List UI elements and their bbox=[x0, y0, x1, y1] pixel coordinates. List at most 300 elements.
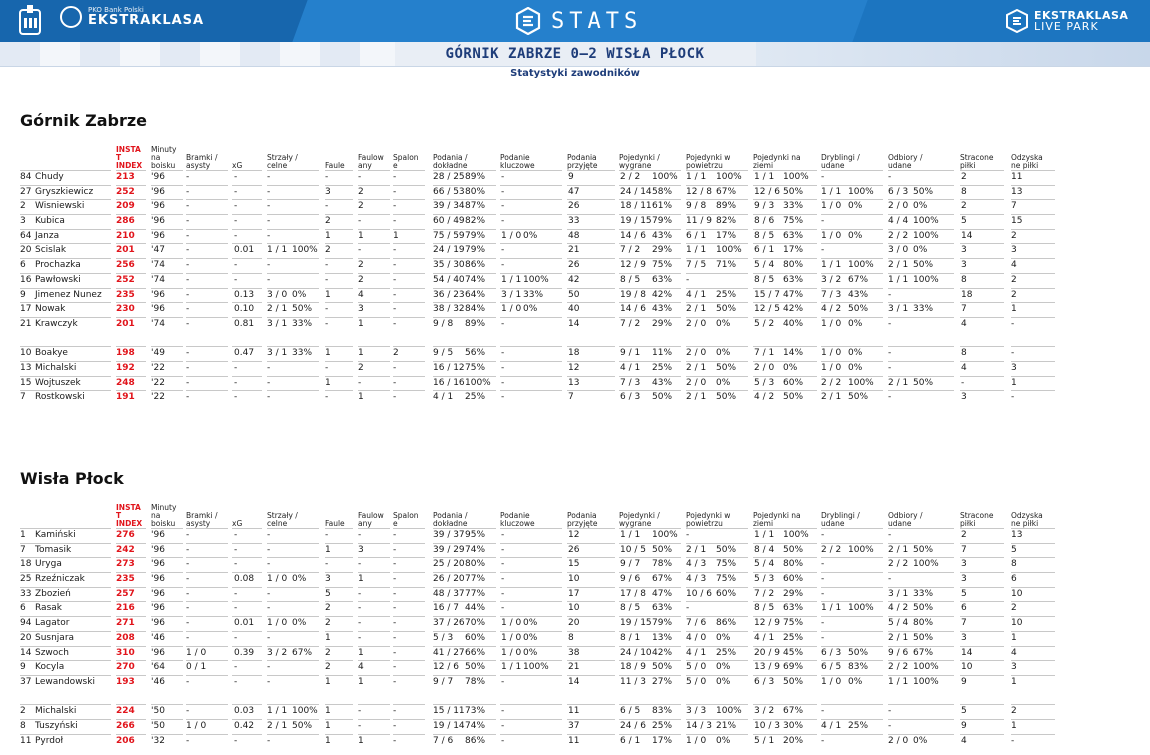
instat-index: 286 bbox=[116, 216, 135, 227]
stat-recv: 14 bbox=[568, 676, 580, 687]
column-header: Faule bbox=[325, 519, 345, 528]
column-header: Odbiory / udane bbox=[888, 511, 923, 528]
stat-fouls: 1 bbox=[325, 706, 331, 717]
stat-fouled: 1 bbox=[358, 230, 364, 241]
pko-bank-logo-icon bbox=[18, 4, 42, 36]
stat-fouls: 1 bbox=[325, 676, 331, 687]
player-name: Tomasik bbox=[35, 544, 72, 555]
stat-pass_pct: 79% bbox=[465, 230, 486, 241]
stat-fouled: - bbox=[358, 603, 362, 614]
stat-rec: 15 bbox=[1011, 216, 1023, 227]
stat-shots: - bbox=[267, 186, 271, 197]
stat-lost: 18 bbox=[961, 289, 973, 300]
stat-xg: - bbox=[234, 603, 238, 614]
player-name: Pyrdoł bbox=[35, 735, 64, 746]
stat-fouls: 1 bbox=[325, 544, 331, 555]
stat-air_pct: 100% bbox=[716, 706, 742, 717]
stat-rec: 4 bbox=[1011, 647, 1017, 658]
stat-key_pct: 100% bbox=[523, 662, 549, 673]
player-row bbox=[20, 170, 1060, 185]
stat-ground: 5 / 2 bbox=[754, 318, 775, 329]
stat-air_pct: 100% bbox=[716, 245, 742, 256]
stat-rec: 2 bbox=[1011, 274, 1017, 285]
stat-drib_pct: 0% bbox=[848, 230, 863, 241]
stat-tack: - bbox=[888, 720, 892, 731]
stat-lost: 4 bbox=[961, 735, 967, 746]
stat-ground: 7 / 1 bbox=[754, 348, 775, 359]
stat-drib_pct: 50% bbox=[848, 647, 869, 658]
player-number: 14 bbox=[20, 647, 32, 658]
stat-ground: 8 / 6 bbox=[754, 216, 775, 227]
stat-rec: 13 bbox=[1011, 530, 1023, 540]
stat-tack: - bbox=[888, 362, 892, 373]
stat-ground_pct: 45% bbox=[783, 647, 804, 658]
stat-drib: - bbox=[821, 618, 825, 629]
stat-tack_pct: 50% bbox=[913, 632, 934, 643]
stat-xg: - bbox=[234, 186, 238, 197]
stat-duel: 17 / 8 bbox=[620, 588, 646, 599]
stat-air_pct: 25% bbox=[716, 289, 737, 300]
player-row bbox=[20, 616, 1060, 631]
stat-fouls: - bbox=[325, 392, 329, 403]
stat-tack: - bbox=[888, 348, 892, 359]
stat-drib_pct: 67% bbox=[848, 274, 869, 285]
stat-pass_pct: 44% bbox=[465, 603, 486, 614]
stat-shots: - bbox=[267, 362, 271, 373]
stat-lost: 3 bbox=[961, 392, 967, 403]
stat-fouls: - bbox=[325, 274, 329, 285]
stat-off: - bbox=[393, 588, 397, 599]
stat-pass: 28 / 25 bbox=[433, 172, 465, 182]
stat-drib_pct: 0% bbox=[848, 348, 863, 359]
player-number: 37 bbox=[20, 676, 32, 687]
stat-air_pct: 50% bbox=[716, 392, 737, 403]
stat-min: '96 bbox=[151, 530, 165, 540]
stat-off: - bbox=[393, 559, 397, 570]
stat-xg: 0.81 bbox=[234, 318, 255, 329]
stat-air_pct: 0% bbox=[716, 632, 731, 643]
stat-pass_pct: 50% bbox=[465, 662, 486, 673]
stat-air: - bbox=[686, 530, 690, 540]
stat-shots: - bbox=[267, 172, 271, 182]
stat-ga: - bbox=[186, 201, 190, 212]
stat-fouls: 2 bbox=[325, 662, 331, 673]
stat-pass_pct: 74% bbox=[465, 274, 486, 285]
match-title: GÓRNIK ZABRZE 0–2 WISŁA PŁOCK bbox=[445, 46, 705, 62]
stat-drib: 7 / 3 bbox=[821, 289, 842, 300]
stat-air: 2 / 0 bbox=[686, 377, 707, 388]
stat-lost: 8 bbox=[961, 186, 967, 197]
player-number: 18 bbox=[20, 559, 32, 570]
stat-tack: - bbox=[888, 392, 892, 403]
stat-lost: 9 bbox=[961, 720, 967, 731]
stat-tack_pct: 100% bbox=[913, 662, 939, 673]
stat-ground: 10 / 3 bbox=[754, 720, 780, 731]
stat-fouled: 2 bbox=[358, 362, 364, 373]
stat-recv: 38 bbox=[568, 647, 580, 658]
stat-pass_pct: 70% bbox=[465, 618, 486, 629]
stat-ground_pct: 30% bbox=[783, 720, 804, 731]
stat-duel_pct: 61% bbox=[652, 201, 673, 212]
stat-key: - bbox=[501, 676, 505, 687]
stat-air: 5 / 0 bbox=[686, 676, 707, 687]
player-number: 9 bbox=[20, 289, 26, 300]
stat-fouled: - bbox=[358, 720, 362, 731]
stat-lost: 10 bbox=[961, 662, 973, 673]
stat-shots: - bbox=[267, 201, 271, 212]
player-name: Janza bbox=[35, 230, 60, 241]
stat-pass_pct: 60% bbox=[465, 632, 486, 643]
instat-index: 208 bbox=[116, 632, 135, 643]
stat-min: '96 bbox=[151, 647, 165, 658]
stat-lost: 5 bbox=[961, 216, 967, 227]
stat-recv: 20 bbox=[568, 618, 580, 629]
stat-shots_pct: 0% bbox=[292, 574, 307, 585]
stat-drib: 1 / 0 bbox=[821, 230, 842, 241]
column-header: Spalon e bbox=[393, 511, 419, 528]
stat-shots: - bbox=[267, 392, 271, 403]
player-row bbox=[20, 631, 1060, 646]
stat-recv: 11 bbox=[568, 735, 580, 746]
stat-pass: 9 / 8 bbox=[433, 318, 454, 329]
stat-off: - bbox=[393, 618, 397, 629]
stat-key_pct: 0% bbox=[523, 618, 538, 629]
stat-duel: 9 / 1 bbox=[620, 348, 641, 359]
league-label: EKSTRAKLASA bbox=[88, 13, 205, 28]
stat-tack: 2 / 1 bbox=[888, 632, 909, 643]
stat-pass: 48 / 37 bbox=[433, 588, 465, 599]
stat-shots_pct: 100% bbox=[292, 706, 318, 717]
stat-pass: 9 / 5 bbox=[433, 348, 454, 359]
stat-drib_pct: 100% bbox=[848, 603, 874, 614]
stat-ground_pct: 63% bbox=[783, 230, 804, 241]
stat-air: 2 / 0 bbox=[686, 348, 707, 359]
stat-duel: 12 / 9 bbox=[620, 260, 646, 271]
stat-duel_pct: 83% bbox=[652, 706, 673, 717]
column-header: Dryblingi / udane bbox=[821, 511, 860, 528]
stat-tack_pct: 50% bbox=[913, 186, 934, 197]
player-row bbox=[20, 361, 1060, 376]
stat-air_pct: 50% bbox=[716, 304, 737, 315]
stat-off: - bbox=[393, 362, 397, 373]
stat-min: '22 bbox=[151, 377, 165, 388]
stat-lost: 14 bbox=[961, 230, 973, 241]
stat-drib: 1 / 1 bbox=[821, 603, 842, 614]
stat-off: - bbox=[393, 574, 397, 585]
stat-duel: 19 / 15 bbox=[620, 216, 652, 227]
stat-air: - bbox=[686, 274, 690, 285]
stat-fouled: 2 bbox=[358, 201, 364, 212]
stat-recv: 9 bbox=[568, 172, 574, 182]
stat-ground_pct: 33% bbox=[783, 201, 804, 212]
stat-tack_pct: 50% bbox=[913, 544, 934, 555]
stat-duel: 19 / 15 bbox=[620, 618, 652, 629]
stat-pass_pct: 77% bbox=[465, 588, 486, 599]
column-header: Podanie kluczowe bbox=[500, 153, 535, 170]
stat-tack_pct: 33% bbox=[913, 304, 934, 315]
stat-rec: 1 bbox=[1011, 720, 1017, 731]
stat-duel_pct: 79% bbox=[652, 216, 673, 227]
player-row bbox=[20, 572, 1060, 587]
stat-fouls: 5 bbox=[325, 588, 331, 599]
stat-ground: 12 / 9 bbox=[754, 618, 780, 629]
stat-air_pct: 17% bbox=[716, 230, 737, 241]
stat-air_pct: 50% bbox=[716, 544, 737, 555]
instat-index: 235 bbox=[116, 289, 135, 300]
stat-off: - bbox=[393, 260, 397, 271]
stat-drib_pct: 83% bbox=[848, 662, 869, 673]
stat-pass_pct: 73% bbox=[465, 706, 486, 717]
stat-recv: 12 bbox=[568, 530, 580, 540]
stat-ground_pct: 69% bbox=[783, 662, 804, 673]
stat-drib: 2 / 1 bbox=[821, 392, 842, 403]
stat-ground_pct: 14% bbox=[783, 348, 804, 359]
player-name: Wisniewski bbox=[35, 201, 85, 212]
stat-fouled: - bbox=[358, 530, 362, 540]
stat-ga: - bbox=[186, 588, 190, 599]
stat-ground: 6 / 3 bbox=[754, 676, 775, 687]
stat-drib: - bbox=[821, 588, 825, 599]
stat-rec: 3 bbox=[1011, 362, 1017, 373]
stat-pass_pct: 87% bbox=[465, 201, 486, 212]
player-name: Uryga bbox=[35, 559, 62, 570]
player-row bbox=[20, 390, 1060, 405]
stat-key: - bbox=[501, 260, 505, 271]
stat-ga: - bbox=[186, 392, 190, 403]
column-header: Faulow any bbox=[358, 511, 384, 528]
stat-duel_pct: 43% bbox=[652, 230, 673, 241]
stat-fouls: 2 bbox=[325, 245, 331, 256]
column-header: Pojedynki w powietrzu bbox=[686, 153, 731, 170]
stat-min: '74 bbox=[151, 318, 165, 329]
stat-lost: 2 bbox=[961, 201, 967, 212]
stat-key_pct: 0% bbox=[523, 647, 538, 658]
stat-drib: - bbox=[821, 574, 825, 585]
stat-pass: 16 / 12 bbox=[433, 362, 465, 373]
stat-key: - bbox=[501, 216, 505, 227]
stat-air: 3 / 3 bbox=[686, 706, 707, 717]
stat-air_pct: 50% bbox=[716, 362, 737, 373]
stat-recv: 21 bbox=[568, 662, 580, 673]
stat-fouled: 1 bbox=[358, 318, 364, 329]
instat-index: 209 bbox=[116, 201, 135, 212]
stat-min: '96 bbox=[151, 201, 165, 212]
stat-shots_pct: 100% bbox=[292, 245, 318, 256]
stat-tack: 1 / 1 bbox=[888, 274, 909, 285]
stat-tack_pct: 50% bbox=[913, 260, 934, 271]
stat-pass_pct: 77% bbox=[465, 574, 486, 585]
column-header: Strzały / celne bbox=[267, 153, 298, 170]
stat-recv: 26 bbox=[568, 544, 580, 555]
player-number: 3 bbox=[20, 216, 26, 227]
stat-ga: - bbox=[186, 735, 190, 746]
top-banner bbox=[0, 0, 1150, 42]
stat-off: - bbox=[393, 201, 397, 212]
stat-tack: 2 / 2 bbox=[888, 662, 909, 673]
stat-recv: 26 bbox=[568, 260, 580, 271]
stat-off: - bbox=[393, 676, 397, 687]
stat-pass: 7 / 6 bbox=[433, 735, 454, 746]
stat-ga: - bbox=[186, 260, 190, 271]
stat-ground: 5 / 3 bbox=[754, 574, 775, 585]
stat-shots: - bbox=[267, 530, 271, 540]
stat-lost: 8 bbox=[961, 274, 967, 285]
stat-off: - bbox=[393, 647, 397, 658]
stat-ground: 3 / 2 bbox=[754, 706, 775, 717]
stat-fouls: 1 bbox=[325, 230, 331, 241]
stat-ga: - bbox=[186, 245, 190, 256]
column-header: Podania przyjęte bbox=[567, 511, 598, 528]
stat-tack: 4 / 2 bbox=[888, 603, 909, 614]
player-name: Prochazka bbox=[35, 260, 81, 271]
stat-duel: 7 / 2 bbox=[620, 318, 641, 329]
stat-tack_pct: 50% bbox=[913, 603, 934, 614]
instat-index: 210 bbox=[116, 230, 135, 241]
player-number: 16 bbox=[20, 274, 32, 285]
stat-pass: 60 / 49 bbox=[433, 216, 465, 227]
stat-tack_pct: 100% bbox=[913, 230, 939, 241]
stat-shots: - bbox=[267, 216, 271, 227]
stat-drib: 1 / 1 bbox=[821, 186, 842, 197]
stat-duel_pct: 58% bbox=[652, 186, 673, 197]
player-name: Kubica bbox=[35, 216, 65, 227]
stat-ga: - bbox=[186, 377, 190, 388]
stat-recv: 17 bbox=[568, 588, 580, 599]
stat-drib_pct: 25% bbox=[848, 720, 869, 731]
stat-pass: 16 / 7 bbox=[433, 603, 459, 614]
column-header: Odzyska ne piłki bbox=[1011, 153, 1043, 170]
stat-drib: 3 / 2 bbox=[821, 274, 842, 285]
stat-fouled: - bbox=[358, 216, 362, 227]
stat-min: '96 bbox=[151, 574, 165, 585]
stat-shots: - bbox=[267, 230, 271, 241]
stat-tack: 2 / 1 bbox=[888, 544, 909, 555]
stat-shots_pct: 33% bbox=[292, 318, 313, 329]
stat-drib_pct: 43% bbox=[848, 289, 869, 300]
stat-lost: 7 bbox=[961, 304, 967, 315]
stat-xg: - bbox=[234, 172, 238, 182]
player-number: 84 bbox=[20, 172, 32, 182]
stat-ga: - bbox=[186, 574, 190, 585]
stat-ga: - bbox=[186, 274, 190, 285]
stat-rec: 1 bbox=[1011, 632, 1017, 643]
stat-pass: 39 / 34 bbox=[433, 201, 465, 212]
stat-off: - bbox=[393, 289, 397, 300]
stat-key: - bbox=[501, 574, 505, 585]
stat-tack_pct: 50% bbox=[913, 377, 934, 388]
stat-key: - bbox=[501, 318, 505, 329]
player-row bbox=[20, 660, 1060, 675]
instat-index: 256 bbox=[116, 260, 135, 271]
stat-tack_pct: 100% bbox=[913, 559, 939, 570]
stat-shots: - bbox=[267, 588, 271, 599]
player-name: Zbozień bbox=[35, 588, 71, 599]
stat-pass_pct: 66% bbox=[465, 647, 486, 658]
player-row bbox=[20, 288, 1060, 303]
player-number: 27 bbox=[20, 186, 32, 197]
player-number: 6 bbox=[20, 260, 26, 271]
instat-index: 235 bbox=[116, 574, 135, 585]
stat-off: - bbox=[393, 603, 397, 614]
stat-shots: - bbox=[267, 559, 271, 570]
stat-air_pct: 0% bbox=[716, 662, 731, 673]
player-row bbox=[20, 376, 1060, 391]
stat-ground_pct: 20% bbox=[783, 735, 804, 746]
stat-ground: 12 / 6 bbox=[754, 186, 780, 197]
stat-lost: 3 bbox=[961, 260, 967, 271]
stat-off: - bbox=[393, 632, 397, 643]
stat-pass_pct: 95% bbox=[465, 530, 486, 540]
instat-index: 271 bbox=[116, 618, 135, 629]
stat-pass_pct: 89% bbox=[465, 172, 486, 182]
stat-xg: - bbox=[234, 377, 238, 388]
stat-air_pct: 86% bbox=[716, 618, 737, 629]
stat-off: - bbox=[393, 318, 397, 329]
stat-tack: - bbox=[888, 530, 892, 540]
stat-duel: 2 / 2 bbox=[620, 172, 641, 182]
player-name: Michalski bbox=[35, 362, 77, 373]
instat-index: 191 bbox=[116, 392, 135, 403]
stat-ground: 8 / 4 bbox=[754, 544, 775, 555]
stat-ground: 5 / 4 bbox=[754, 260, 775, 271]
stat-pass: 4 / 1 bbox=[433, 392, 454, 403]
stat-recv: 37 bbox=[568, 720, 580, 731]
stat-drib_pct: 100% bbox=[848, 260, 874, 271]
stat-min: '50 bbox=[151, 706, 165, 717]
stat-lost: 4 bbox=[961, 362, 967, 373]
stat-air_pct: 0% bbox=[716, 348, 731, 359]
stat-pass: 39 / 29 bbox=[433, 544, 465, 555]
stat-drib: - bbox=[821, 735, 825, 746]
stat-pass: 16 / 16 bbox=[433, 377, 465, 388]
stat-pass_pct: 86% bbox=[465, 260, 486, 271]
stat-min: '74 bbox=[151, 274, 165, 285]
stat-lost: 6 bbox=[961, 603, 967, 614]
player-row bbox=[20, 587, 1060, 602]
column-header: Odbiory / udane bbox=[888, 153, 923, 170]
stat-xg: 0.08 bbox=[234, 574, 255, 585]
stat-min: '64 bbox=[151, 662, 165, 673]
player-name: Szwoch bbox=[35, 647, 69, 658]
stat-duel: 11 / 3 bbox=[620, 676, 646, 687]
player-name: Nowak bbox=[35, 304, 66, 315]
stat-recv: 7 bbox=[568, 392, 574, 403]
player-number: 8 bbox=[20, 720, 26, 731]
stat-rec: 2 bbox=[1011, 706, 1017, 717]
stat-rec: - bbox=[1011, 735, 1015, 746]
stat-air: 2 / 1 bbox=[686, 362, 707, 373]
stat-ga: - bbox=[186, 544, 190, 555]
stat-off: - bbox=[393, 544, 397, 555]
column-header: Podania / dokładne bbox=[433, 153, 468, 170]
stat-off: - bbox=[393, 274, 397, 285]
stat-shots_pct: 0% bbox=[292, 618, 307, 629]
stat-ground: 4 / 2 bbox=[754, 392, 775, 403]
stat-ga: - bbox=[186, 676, 190, 687]
stat-air: 2 / 1 bbox=[686, 304, 707, 315]
column-header: Podanie kluczowe bbox=[500, 511, 535, 528]
stat-off: - bbox=[393, 530, 397, 540]
stat-drib: - bbox=[821, 530, 825, 540]
stat-shots_pct: 67% bbox=[292, 647, 313, 658]
player-row bbox=[20, 719, 1060, 734]
stat-min: '32 bbox=[151, 735, 165, 746]
stat-duel: 18 / 9 bbox=[620, 662, 646, 673]
stat-pass_pct: 74% bbox=[465, 720, 486, 731]
stat-recv: 11 bbox=[568, 706, 580, 717]
stat-ga: - bbox=[186, 348, 190, 359]
player-number: 2 bbox=[20, 201, 26, 212]
